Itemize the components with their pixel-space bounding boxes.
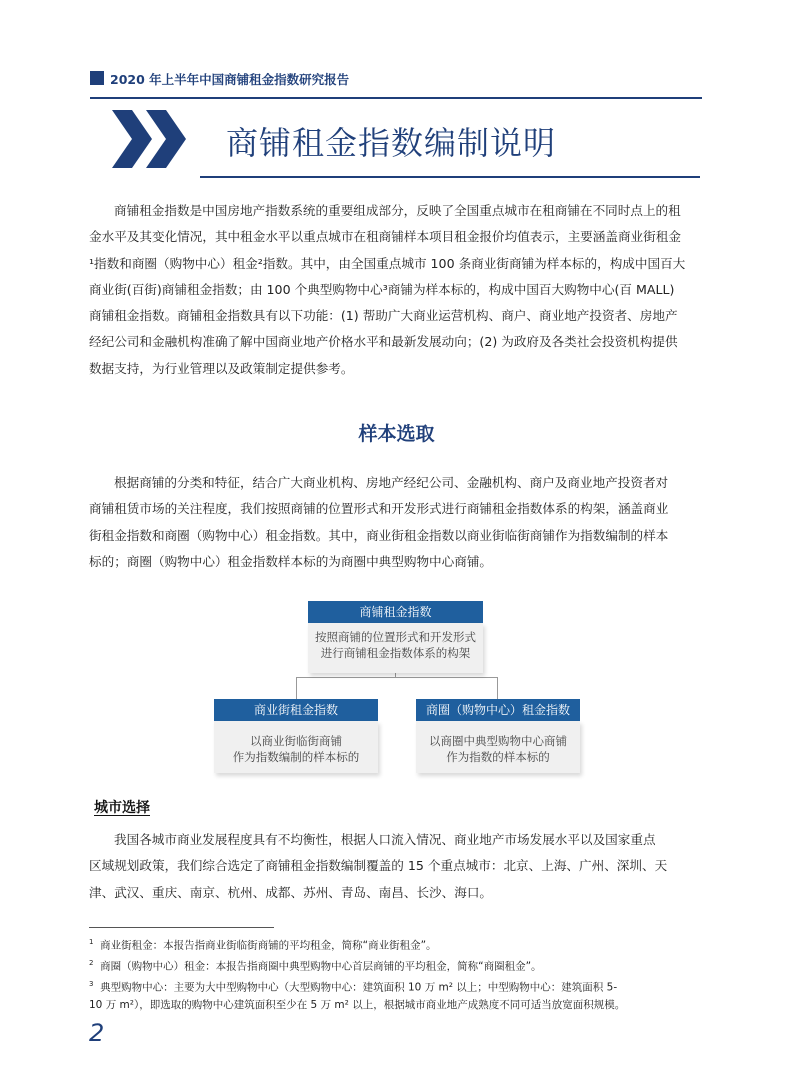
footnote-mark: 1 [89, 938, 94, 946]
page-title: 商铺租金指数编制说明 [226, 124, 557, 162]
diagram-box-street-index [214, 699, 378, 773]
footnote-3 [89, 976, 701, 997]
intro-line: 数据支持，为行业管理以及政策制定提供参考。 [89, 360, 354, 376]
diagram-connector [296, 677, 297, 699]
sample-line: 标的；商圈（购物中心）租金指数样本标的为商圈中典型购物中心商铺。 [89, 553, 492, 569]
diagram-box-desc: 以商业街临街商铺 [250, 734, 342, 748]
diagram-box-desc: 按照商铺的位置形式和开发形式 [315, 630, 476, 644]
sample-line: 街租金指数和商圈（购物中心）租金指数。其中，商业街租金指数以商业街临街商铺作为指数编制的样本 [89, 527, 669, 543]
diagram-box-title: 商铺租金指数 [308, 601, 483, 623]
intro-line: 商铺租金指数是中国房地产指数系统的重要组成部分，反映了全国重点城市在租商铺在不同时点上的租 [114, 203, 681, 218]
city-heading: 城市选择 [94, 800, 150, 816]
diagram-box-desc: 以商圈中典型购物中心商铺 [429, 734, 567, 748]
city-paragraph [89, 827, 709, 906]
diagram-connector [296, 677, 498, 678]
intro-line: 经纪公司和金融机构准确了解中国商业地产价格水平和最新发展动向；(2) 为政府及各类社会投资机构提供 [89, 334, 678, 350]
footnote-text: 商业街租金：本报告指商业街临街商铺的平均租金，简称“商业街租金”。 [100, 939, 437, 952]
header-rule [90, 97, 702, 99]
intro-line: 商铺租金指数。商铺租金指数具有以下功能：(1) 帮助广大商业运营机构、商户、商业地产投资者、房地产 [89, 308, 678, 324]
intro-line: 商业街(百街)商铺租金指数；由 100 个典型购物中心³商铺为样本标的，构成中国百大购物中心(百 MALL) [89, 281, 675, 297]
footnote-3-cont: 10 万 m²），即选取的购物中心建筑面积至少在 5 万 m² 以上，根据城市商业地产成熟度不同可适当放宽面积规模。 [89, 999, 626, 1011]
sample-line: 商铺租赁市场的关注程度，我们按照商铺的位置形式和开发形式进行商铺租金指数体系的构架，涵盖商业 [89, 501, 669, 517]
footnote-mark: 2 [89, 959, 94, 967]
sample-line: 根据商铺的分类和特征，结合广大商业机构、房地产经纪公司、金融机构、商户及商业地产投资者对 [114, 475, 669, 490]
page-number: 2 [89, 1019, 105, 1047]
city-line: 津、武汉、重庆、南京、杭州、成都、苏州、青岛、南昌、长沙、海口。 [89, 884, 492, 900]
diagram-connector [497, 677, 498, 699]
sample-heading: 样本选取 [358, 423, 435, 445]
title-rule [200, 176, 700, 178]
diagram-box-desc: 作为指数的样本标的 [446, 750, 550, 764]
intro-line: 金水平及其变化情况，其中租金水平以重点城市在租商铺样本项目租金报价均值表示，主要涵盖商业街租金 [89, 229, 681, 245]
footnote-text: 商圈（购物中心）租金：本报告指商圈中典型购物中心首层商铺的平均租金，简称“商圈租金”。 [100, 960, 542, 973]
footnote-2 [89, 955, 701, 976]
intro-line: ¹指数和商圈（购物中心）租金²指数。其中，由全国重点城市 100 条商业街商铺为样本标的，构成中国百大 [89, 255, 686, 271]
diagram-box-rent-index [308, 601, 483, 673]
footnotes [89, 934, 701, 1015]
diagram-box-title: 商业街租金指数 [214, 699, 378, 721]
diagram-box-body [308, 623, 483, 673]
report-header: 2020 年上半年中国商铺租金指数研究报告 [110, 72, 350, 87]
header-square-icon [90, 71, 104, 85]
diagram-box-body [214, 721, 378, 773]
sample-paragraph [89, 470, 709, 575]
diagram-box-body [416, 721, 580, 773]
diagram-box-title: 商圈（购物中心）租金指数 [416, 699, 580, 721]
diagram-box-mall-index [416, 699, 580, 773]
intro-paragraph [89, 198, 709, 382]
city-line: 区域规划政策，我们综合选定了商铺租金指数编制覆盖的 15 个重点城市：北京、上海、广州、深圳、天 [89, 858, 668, 874]
footnote-mark: 3 [89, 980, 94, 988]
diagram-box-desc: 进行商铺租金指数体系的构架 [320, 646, 471, 660]
footnote-text: 典型购物中心：主要为大中型购物中心（大型购物中心：建筑面积 10 万 m² 以上；中型购物中心：建筑面积 5- [100, 981, 618, 994]
double-chevron-icon [112, 110, 190, 168]
footnote-1 [89, 934, 701, 955]
footnote-rule [89, 927, 274, 928]
city-line: 我国各城市商业发展程度具有不均衡性，根据人口流入情况、商业地产市场发展水平以及国家重点 [114, 832, 656, 847]
diagram-box-desc: 作为指数编制的样本标的 [232, 750, 360, 764]
